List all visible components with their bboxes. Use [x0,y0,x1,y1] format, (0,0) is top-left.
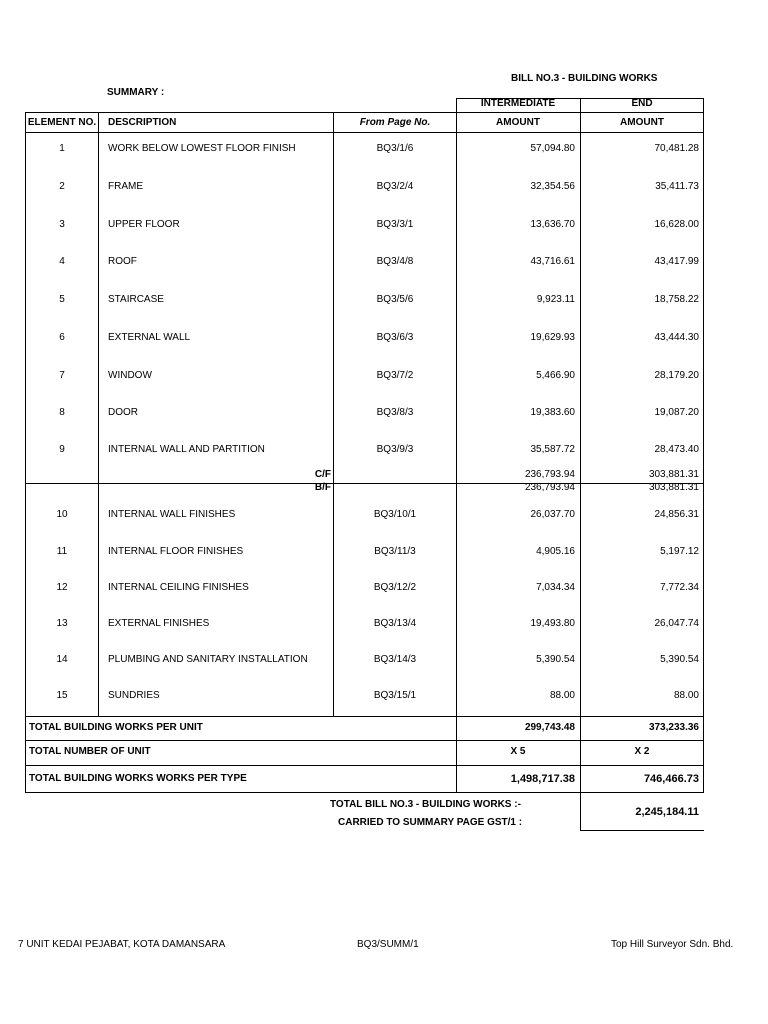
description: INTERNAL CEILING FINISHES [108,582,249,593]
description: STAIRCASE [108,294,164,305]
grand-total-box-bottom [580,830,704,831]
description: PLUMBING AND SANITARY INSTALLATION [108,654,308,665]
element-no: 3 [59,219,65,230]
total-per-type-label: TOTAL BUILDING WORKS WORKS PER TYPE [29,773,247,784]
footer-company: Top Hill Surveyor Sdn. Bhd. [611,939,734,950]
amount-intermediate: 35,587.72 [530,444,575,455]
element-no: 9 [59,444,65,455]
totals-top-rule [25,716,704,717]
cf-intermediate: 236,793.94 [524,469,575,480]
from-page: BQ3/6/3 [376,332,414,343]
header-divider [703,98,704,112]
amount-intermediate: 9,923.11 [536,294,575,305]
amount-intermediate: 5,466.90 [536,370,575,381]
amount-intermediate: 7,034.34 [536,582,575,593]
amount-intermediate: 4,905.16 [536,546,575,557]
amount-end: 28,179.20 [654,370,699,381]
cf-label: C/F [314,469,331,480]
description: WORK BELOW LOWEST FLOOR FINISH [108,143,296,154]
total-per-unit-end: 373,233.36 [648,722,699,733]
element-no: 13 [56,618,68,629]
col-intermediate-label: INTERMEDIATE [480,98,556,109]
amount-end: 28,473.40 [654,444,699,455]
table-header-rule [25,132,704,133]
total-per-unit-intermediate: 299,743.48 [524,722,575,733]
amount-end: 16,628.00 [654,219,699,230]
grand-total-line1: TOTAL BILL NO.3 - BUILDING WORKS :- [330,799,521,810]
col-amount-intermediate-header: AMOUNT [496,117,540,128]
units-intermediate: X 5 [510,746,526,757]
description: ROOF [108,256,137,267]
col-end-label: END [631,98,653,109]
total-per-unit-label: TOTAL BUILDING WORKS PER UNIT [29,722,203,733]
totals-rule [25,740,704,741]
description: INTERNAL FLOOR FINISHES [108,546,244,557]
element-no: 11 [56,546,68,557]
from-page: BQ3/9/3 [376,444,414,455]
bill-title: BILL NO.3 - BUILDING WORKS [511,73,658,84]
amount-end: 18,758.22 [654,294,699,305]
amount-end: 43,444.30 [654,332,699,343]
col-from-page-header: From Page No. [359,117,431,128]
amount-intermediate: 26,037.70 [530,509,575,520]
element-no: 15 [56,690,68,701]
from-page: BQ3/11/3 [374,546,416,557]
description: DOOR [108,407,138,418]
from-page: BQ3/10/1 [373,509,417,520]
amount-end: 5,197.12 [660,546,699,557]
grand-total-line2: CARRIED TO SUMMARY PAGE GST/1 : [338,817,523,828]
element-no: 2 [59,181,65,192]
total-per-type-end: 746,466.73 [643,773,699,785]
amount-end: 7,772.34 [660,582,699,593]
amount-end: 5,390.54 [660,654,699,665]
from-page: BQ3/5/6 [376,294,414,305]
from-page: BQ3/2/4 [376,181,414,192]
element-no: 1 [59,143,65,154]
amount-intermediate: 19,383.60 [530,407,575,418]
table-top-rule [25,112,704,113]
col-description-header: DESCRIPTION [108,117,177,128]
element-no: 12 [56,582,68,593]
element-no: 5 [59,294,65,305]
from-page: BQ3/7/2 [376,370,414,381]
amount-intermediate: 19,493.80 [530,618,575,629]
amount-end: 24,856.31 [654,509,699,520]
summary-label: SUMMARY : [107,87,165,98]
description: FRAME [108,181,143,192]
from-page: BQ3/8/3 [376,407,414,418]
from-page: BQ3/14/3 [373,654,417,665]
description: EXTERNAL FINISHES [108,618,210,629]
col-amount-end-header: AMOUNT [620,117,664,128]
amount-end: 70,481.28 [654,143,699,154]
description: UPPER FLOOR [108,219,180,230]
description: WINDOW [108,370,152,381]
total-number-of-unit-label: TOTAL NUMBER OF UNIT [29,746,151,757]
amount-intermediate: 88.00 [549,690,575,701]
element-no: 10 [56,509,68,520]
footer-project: 7 UNIT KEDAI PEJABAT, KOTA DAMANSARA [18,939,226,950]
totals-rule [25,765,704,766]
bf-intermediate: 236,793.94 [524,482,575,493]
header-divider [456,98,457,112]
element-no: 14 [56,654,68,665]
grand-total-amount: 2,245,184.11 [635,806,699,818]
amount-end: 88.00 [673,690,699,701]
amount-intermediate: 57,094.80 [530,143,575,154]
amount-intermediate: 5,390.54 [536,654,575,665]
footer-page-ref: BQ3/SUMM/1 [357,939,419,950]
total-per-type-intermediate: 1,498,717.38 [510,773,575,785]
element-no: 8 [59,407,65,418]
from-page: BQ3/15/1 [373,690,417,701]
element-no: 6 [59,332,65,343]
description: INTERNAL WALL FINISHES [108,509,236,520]
description: SUNDRIES [108,690,160,701]
element-no: 7 [59,370,65,381]
element-no: 4 [59,256,65,267]
amount-intermediate: 32,354.56 [530,181,575,192]
table-bottom-rule [25,792,704,793]
bf-end: 303,881.31 [648,482,699,493]
description: INTERNAL WALL AND PARTITION [108,444,265,455]
amount-intermediate: 43,716.61 [530,256,575,267]
from-page: BQ3/1/6 [376,143,414,154]
description: EXTERNAL WALL [108,332,191,343]
header-divider [580,98,581,112]
amount-intermediate: 19,629.93 [530,332,575,343]
table-right-border [703,112,704,793]
amount-intermediate: 13,636.70 [530,219,575,230]
bf-label: B/F [314,482,331,493]
from-page: BQ3/12/2 [373,582,417,593]
amount-end: 43,417.99 [654,256,699,267]
from-page: BQ3/13/4 [373,618,417,629]
amount-end: 35,411.73 [655,181,699,192]
cf-end: 303,881.31 [648,469,699,480]
amount-end: 26,047.74 [654,618,699,629]
from-page: BQ3/3/1 [376,219,414,230]
amount-end: 19,087.20 [654,407,699,418]
col-element-header: ELEMENT NO. [27,117,97,128]
from-page: BQ3/4/8 [376,256,414,267]
units-end: X 2 [634,746,650,757]
